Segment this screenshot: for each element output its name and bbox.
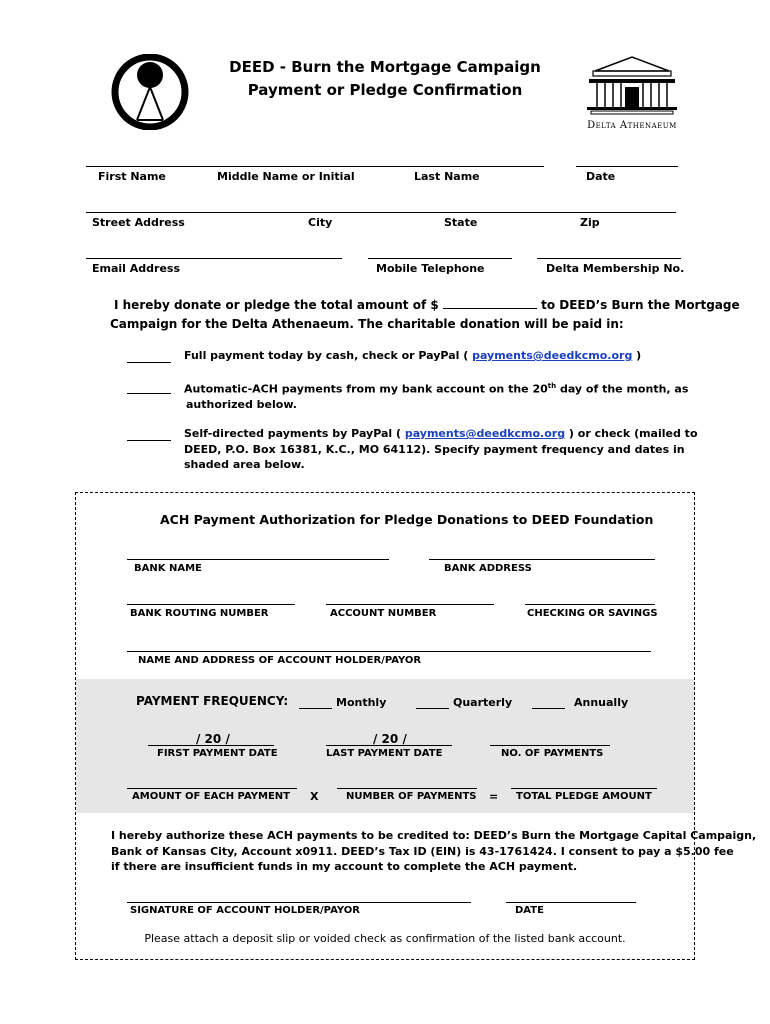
holder-line[interactable] — [127, 651, 651, 652]
option-ach-blank[interactable] — [127, 393, 171, 394]
option-ach — [184, 379, 688, 413]
label-last-date: LAST PAYMENT DATE — [326, 748, 443, 759]
email-line[interactable] — [86, 258, 342, 259]
number-payments-line[interactable] — [337, 788, 477, 789]
option-full-payment-blank[interactable] — [127, 362, 171, 363]
num-payments-line[interactable] — [490, 745, 610, 746]
ach-heading: ACH Payment Authorization for Pledge Donations to DEED Foundation — [160, 512, 654, 527]
amount-each-line[interactable] — [127, 788, 297, 789]
label-email: Email Address — [92, 262, 181, 275]
name-line[interactable] — [86, 166, 544, 167]
signature-date-line[interactable] — [506, 902, 636, 903]
option1-close: ) — [632, 349, 642, 362]
label-quarterly: Quarterly — [453, 696, 513, 709]
last-date-template: / 20 / — [373, 732, 407, 746]
annually-blank[interactable] — [532, 708, 565, 709]
label-bank-address: BANK ADDRESS — [444, 563, 532, 574]
option3-text: Self-directed payments by PayPal ( — [184, 427, 405, 440]
bank-address-line[interactable] — [429, 559, 655, 560]
option-full-payment — [184, 348, 641, 364]
label-routing: BANK ROUTING NUMBER — [130, 608, 269, 619]
donation-line2: Campaign for the Delta Athenaeum. The charitable donation will be paid in: — [110, 317, 624, 331]
routing-line[interactable] — [127, 604, 295, 605]
athenaeum-building-icon — [587, 55, 677, 117]
date-line[interactable] — [576, 166, 678, 167]
label-city: City — [308, 216, 333, 229]
label-number-payments: NUMBER OF PAYMENTS — [346, 791, 477, 802]
label-date: Date — [586, 170, 616, 183]
option-self-directed-blank[interactable] — [127, 440, 171, 441]
label-annually: Annually — [574, 696, 629, 709]
option2-text: Automatic-ACH payments from my bank account on the 20 — [184, 382, 548, 396]
option1-text: Full payment today by cash, check or PayPal ( — [184, 349, 473, 362]
label-state: State — [444, 216, 478, 229]
option-self-directed — [184, 426, 698, 473]
label-signature: SIGNATURE OF ACCOUNT HOLDER/PAYOR — [130, 905, 360, 916]
deed-logo-icon — [110, 54, 190, 130]
first-date-line[interactable] — [148, 745, 274, 746]
authorization-text — [111, 828, 756, 875]
donation-text-pre: I hereby donate or pledge the total amount of $ — [114, 298, 439, 312]
option3-line2: DEED, P.O. Box 16381, K.C., MO 64112). Specify payment frequency and dates in — [184, 442, 685, 456]
label-street: Street Address — [92, 216, 185, 229]
option2-sup: th — [547, 382, 557, 390]
times-sign: X — [310, 790, 319, 803]
label-holder: NAME AND ADDRESS OF ACCOUNT HOLDER/PAYOR — [138, 655, 422, 666]
address-line[interactable] — [86, 212, 676, 213]
label-first-name: First Name — [98, 170, 166, 183]
label-mobile: Mobile Telephone — [376, 262, 485, 275]
option3-line3: shaded area below. — [184, 458, 305, 471]
total-line[interactable] — [511, 788, 657, 789]
option2-text-post: day of the month, as — [556, 382, 689, 396]
label-zip: Zip — [580, 216, 600, 229]
label-membership: Delta Membership No. — [546, 262, 685, 275]
label-first-date: FIRST PAYMENT DATE — [157, 748, 278, 759]
equals-sign: = — [489, 790, 499, 803]
option3-text-post: ) or check (mailed to — [565, 427, 698, 440]
donation-text-post: to DEED’s Burn the Mortgage — [541, 298, 740, 312]
label-num-payments: NO. OF PAYMENTS — [501, 748, 604, 759]
membership-line[interactable] — [537, 258, 681, 259]
quarterly-blank[interactable] — [416, 708, 449, 709]
label-checking: CHECKING OR SAVINGS — [527, 608, 658, 619]
auth-line1: I hereby authorize these ACH payments to be credited to: DEED’s Burn the Mortgage Capital Campaign, — [111, 829, 757, 842]
label-account: ACCOUNT NUMBER — [330, 608, 437, 619]
form-title-line1: DEED - Burn the Mortgage Campaign — [229, 58, 541, 76]
deed-logo — [110, 54, 190, 130]
account-line[interactable] — [326, 604, 494, 605]
first-date-template: / 20 / — [196, 732, 230, 746]
label-payment-frequency: PAYMENT FREQUENCY: — [136, 694, 289, 708]
org-caption: Delta Athenaeum — [587, 120, 677, 131]
mobile-line[interactable] — [368, 258, 512, 259]
donation-amount-blank[interactable] — [443, 308, 537, 309]
label-middle-name: Middle Name or Initial — [217, 170, 355, 183]
auth-line3: if there are insufficient funds in my account to complete the ACH payment. — [111, 860, 578, 873]
label-bank-name: BANK NAME — [134, 563, 202, 574]
checking-line[interactable] — [525, 604, 655, 605]
label-total: TOTAL PLEDGE AMOUNT — [516, 791, 652, 802]
donation-line1 — [114, 298, 740, 314]
paypal-email-link[interactable]: payments@deedkcmo.org — [472, 349, 633, 362]
label-signature-date: DATE — [515, 905, 544, 916]
bank-name-line[interactable] — [127, 559, 389, 560]
monthly-blank[interactable] — [299, 708, 332, 709]
label-last-name: Last Name — [414, 170, 480, 183]
auth-line2: Bank of Kansas City, Account x0911. DEED’s Tax ID (EIN) is 43-1761424. I consent to pay a $5.00 fee — [111, 844, 734, 858]
last-date-line[interactable] — [326, 745, 452, 746]
label-amount-each: AMOUNT OF EACH PAYMENT — [132, 791, 290, 802]
form-title-line2: Payment or Pledge Confirmation — [247, 81, 523, 99]
signature-line[interactable] — [127, 902, 471, 903]
option2-line2: authorized below. — [186, 398, 297, 412]
label-monthly: Monthly — [336, 696, 387, 709]
paypal-email-link-2[interactable]: payments@deedkcmo.org — [404, 427, 566, 440]
footer-note: Please attach a deposit slip or voided check as confirmation of the listed bank account. — [144, 932, 626, 945]
